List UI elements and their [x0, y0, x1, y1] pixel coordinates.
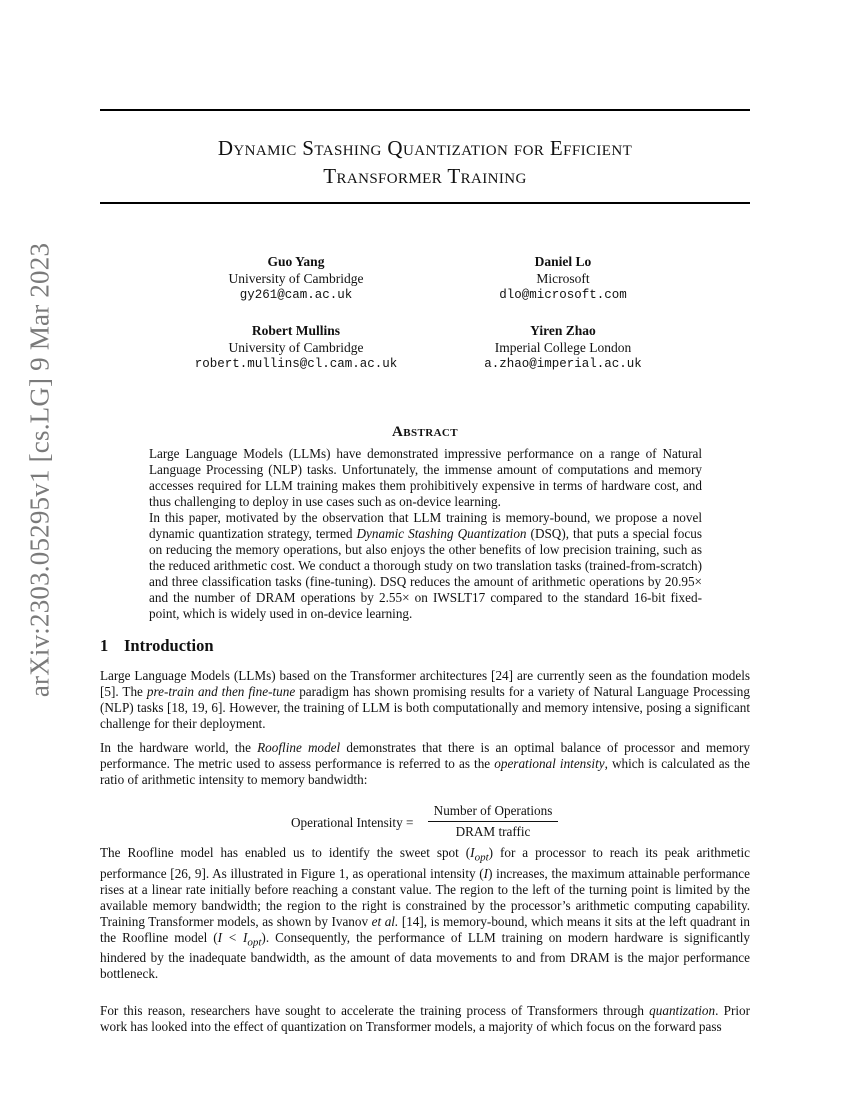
- author-block: [171, 253, 421, 304]
- equation-denominator: DRAM traffic: [455, 824, 531, 839]
- body-paragraph: [100, 1003, 750, 1042]
- math-var: opt: [247, 936, 262, 949]
- author-block: [171, 322, 421, 373]
- math-subscript: [247, 936, 261, 948]
- paragraph-text: [100, 668, 750, 732]
- abstract-body: [149, 446, 702, 622]
- title-rule-bottom: [100, 202, 750, 204]
- paper-title: [100, 134, 750, 190]
- paragraph-text: [100, 845, 750, 982]
- author-email[interactable]: a.zhao@imperial.ac.uk: [484, 357, 642, 371]
- author-name: Daniel Lo: [534, 254, 592, 269]
- equation-numerator: Number of Operations: [433, 803, 553, 818]
- title-line-2: Transformer Training: [323, 164, 527, 188]
- text-span: . Prior work has looked into the effect of quantization on Transformer models, a majority of which focus on the forward pass: [100, 1003, 750, 1034]
- equation: [100, 803, 750, 839]
- emphasis: quantization: [649, 1003, 716, 1018]
- text-span: The Roofline model has enabled us to identify the sweet spot (: [100, 845, 471, 860]
- fraction-bar: [428, 821, 558, 822]
- title-line-1: Dynamic Stashing Quantization for Efficient: [217, 136, 633, 160]
- text-span: Large Language Models (LLMs) based on the Transformer architectures [24] are currently seen as the foundation models [5]. The: [100, 668, 750, 699]
- math-var: I: [483, 865, 489, 881]
- section-heading: [100, 636, 214, 656]
- text-span: ) for a processor to reach its peak arithmetic performance [26, 9]. As illustrated in Figure 1, as operational intensity (: [100, 845, 750, 881]
- abstract-heading: Abstract: [392, 424, 458, 440]
- author-affiliation: University of Cambridge: [228, 271, 364, 286]
- section-title: Introduction: [124, 636, 214, 655]
- arxiv-identifier: arXiv:2303.05295v1 [cs.LG] 9 Mar 2023: [24, 242, 55, 698]
- abstract-paragraph: [149, 510, 702, 622]
- abstract-paragraph: Large Language Models (LLMs) have demonstrated impressive performance on a range of Natural Language Processing (NLP) tasks. Unfortunately, the immense amount of computations and memory accesses required for LLM training makes them prohibitively expensive in terms of hardware cost, and thus challenging to deploy in use cases such as on-device learning.: [149, 446, 702, 509]
- paragraph-text: [100, 740, 750, 788]
- author-affiliation: University of Cambridge: [228, 340, 364, 355]
- text-span: ) increases, the maximum attainable performance rises at a linear rate initially before reaching a constant value. The region to the left of the turning point is limited by the available memory bandwidth; the region to the right is constrained by the processor’s arithmetic computing capability. Training Transformer models, as shown by Ivanov: [100, 865, 750, 929]
- text-span: In this paper, motivated by the observation that LLM training is memory-bound, we propose a novel dynamic quantization strategy, termed: [149, 510, 702, 541]
- math-var: I: [470, 845, 475, 860]
- emphasis: operational intensity: [494, 756, 605, 771]
- author-email[interactable]: dlo@microsoft.com: [499, 288, 627, 302]
- emphasis: Dynamic Stashing Quantization: [356, 526, 527, 541]
- emphasis: pre-train and then fine-tune: [146, 684, 296, 699]
- text-span: demonstrates that there is an optimal balance of processor and memory performance. The metric used to assess performance is referred to as the: [100, 740, 750, 771]
- author-block: [438, 322, 688, 373]
- equation-lhs: Operational Intensity =: [291, 815, 414, 830]
- text-span: In the hardware world, the: [100, 740, 258, 755]
- author-affiliation: Microsoft: [536, 271, 590, 286]
- math-var: I < I: [217, 929, 248, 945]
- author-block: [438, 253, 688, 304]
- body-paragraph: [100, 845, 750, 989]
- author-email[interactable]: gy261@cam.ac.uk: [239, 288, 353, 302]
- text-span: (DSQ), that puts a special focus on reducing the memory operations, but also enjoys the other benefits of low precision training, such as the reduced arithmetic cost. We conduct a thorough study on two translation tasks (trained-from-scratch) and three classification tasks (fine-tuning). DSQ reduces the amount of arithmetic operations by 20.95× and the number of DRAM operations by 2.55× on IWSLT17 compared to the standard 16-bit fixed-point, which is widely used in on-device learning.: [149, 526, 702, 621]
- text-span: ). Consequently, the performance of LLM training on modern hardware is significantly hindered by the inadequate bandwidth, as the amount of data movements to and from DRAM is the major performance bottleneck.: [100, 929, 750, 982]
- text-span: For this reason, researchers have sought to accelerate the training process of Transformers through: [100, 1003, 650, 1018]
- title-rule-top: [100, 109, 750, 111]
- text-span: [14], is memory-bound, which means it sits at the left quadrant in the Roofline model (: [100, 913, 750, 945]
- body-paragraph: [100, 668, 750, 739]
- author-affiliation: Imperial College London: [494, 340, 632, 355]
- emphasis: Roofline model: [257, 740, 341, 755]
- equation-fraction: [428, 803, 558, 840]
- math-var: opt: [474, 851, 489, 864]
- section-number: 1: [100, 636, 109, 655]
- math-subscript: [475, 852, 489, 864]
- author-email[interactable]: robert.mullins@cl.cam.ac.uk: [194, 357, 398, 371]
- body-paragraph: [100, 740, 750, 795]
- text-span: , which is calculated as the ratio of arithmetic intensity to memory bandwidth:: [100, 756, 750, 787]
- text-span: paradigm has shown promising results for a variety of Natural Language Processing (NLP) tasks [18, 19, 6]. However, the training of LLM is both computationally and memory intensive, posing a significant challenge for their deployment.: [100, 684, 750, 731]
- emphasis: et al.: [371, 913, 399, 929]
- author-name: Guo Yang: [267, 254, 325, 269]
- paragraph-text: [100, 1003, 750, 1035]
- author-name: Robert Mullins: [251, 323, 341, 338]
- author-name: Yiren Zhao: [530, 323, 596, 338]
